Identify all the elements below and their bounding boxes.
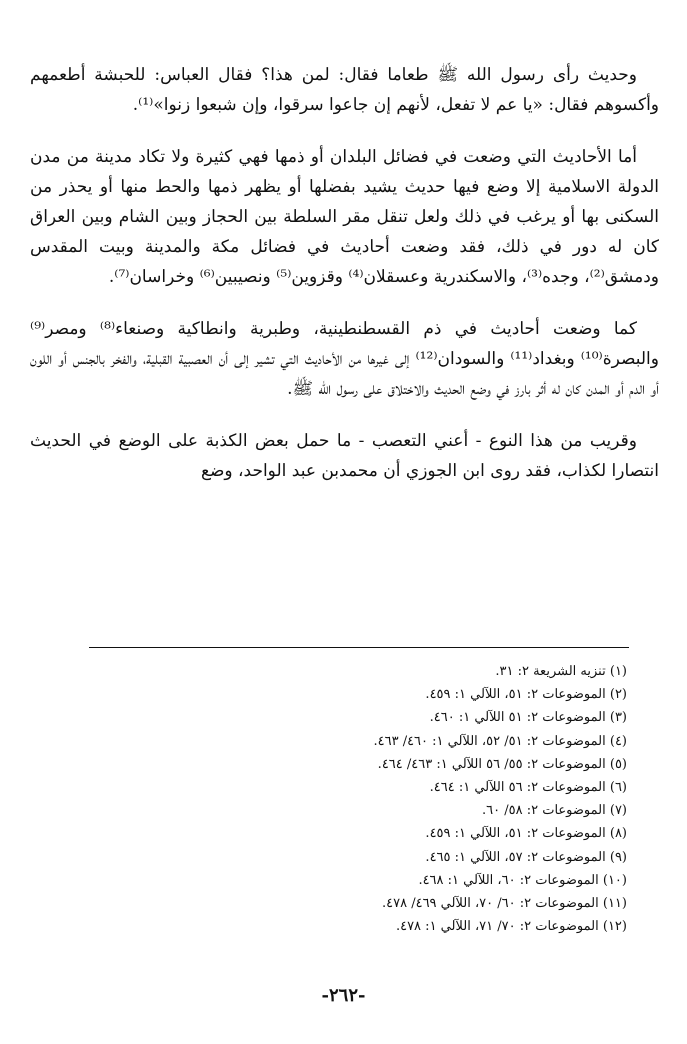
footnote-7: (٧) الموضوعات ٢: ٥٨/ ٦٠. [481,803,627,819]
paragraph-1 [30,60,659,120]
footnote-11: (١١) الموضوعات ٢: ٦٠/ ٧٠، اللآلي ٤٦٩/ ٤٧٨. [381,896,627,912]
paragraph-3-text: كما وضعت أحاديث في ذم القسطنطينية، وطبرية وانطاكية وصنعاء⁽⁸⁾ ومصر⁽⁹⁾ والبصرة⁽¹⁰⁾ وبغداد⁽¹¹⁾ والسودان⁽¹²⁾ إلى غيرها من الأحاديث التي تشير إلى أن العصبية القبلية، والفخر بالجنس أو اللون أو الدم أو المدن كان له أثر بارز في وضع الحديث والاختلاق على رسول الله ﷺ. [30,319,659,399]
main-text [30,60,659,508]
footnote-8: (٨) الموضوعات ٢: ٥١، اللآلي ١: ٤٥٩. [425,826,627,842]
paragraph-2 [30,142,659,292]
footnote-1: (١) تنزيه الشريعة ٢: ٣١. [495,664,627,679]
footnotes-list [60,660,627,938]
paragraph-1-text: وحديث رأى رسول الله ﷺ طعاما فقال: لمن هذا؟ فقال العباس: للحبشة أطعمهم وأكسوهم فقال: «يا عم لا تفعل، لأنهم إن جاعوا سرقوا، وإن شبعوا زنوا»⁽¹⁾. [30,65,659,115]
footnote-3: (٣) الموضوعات ٢: ٥١ اللآلي ١: ٤٦٠. [429,710,627,726]
footnote-2: (٢) الموضوعات ٢: ٥١، اللآلي ١: ٤٥٩. [425,687,627,703]
paragraph-3 [30,314,659,404]
paragraph-4-text: وقريب من هذا النوع - أعني التعصب - ما حمل بعض الكذبة على الوضع في الحديث انتصارا لكذاب، فقد روى ابن الجوزي أن محمدبن عبد الواحد، وضع [30,431,659,481]
paragraph-4 [30,426,659,486]
footnote-6: (٦) الموضوعات ٢: ٥٦ اللآلي ١: ٤٦٤. [429,780,627,796]
footnote-10: (١٠) الموضوعات ٢: ٦٠، اللآلي ١: ٤٦٨. [418,872,627,888]
footnote-12: (١٢) الموضوعات ٢: ٧٠/ ٧١، اللآلي ١: ٤٧٨. [395,919,627,935]
paragraph-2-text: أما الأحاديث التي وضعت في فضائل البلدان أو ذمها فهي كثيرة ولا تكاد مدينة من مدن الدولة الاسلامية إلا وضع فيها حديث يشيد بفضلها أو يظهر ذمها والحط منها أو يحذر من السكنى بها أو يرغب في ذلك ولعل تنقل مقر السلطة بين الحجاز وبين الشام وبين العراق كان له دور في ذلك، فقد وضعت أحاديث في فضائل مكة والمدينة وبيت المقدس ودمشق⁽²⁾، وجده⁽³⁾، والاسكندرية وعسقلان⁽⁴⁾ وقزوين⁽⁵⁾ ونصيبين⁽⁶⁾ وخراسان⁽⁷⁾. [30,147,659,287]
footnote-divider [89,647,629,648]
footnote-9: (٩) الموضوعات ٢: ٥٧، اللآلي ١: ٤٦٥. [425,849,627,865]
page-number: -٢٦٢- [321,985,366,1006]
footnote-5: (٥) الموضوعات ٢: ٥٥/ ٥٦ اللآلي ١: ٤٦٣/ ٤٦٤. [377,756,627,772]
footnote-4: (٤) الموضوعات ٢: ٥١/ ٥٢، اللآلي ١: ٤٦٠/ ٤٦٣. [373,733,627,749]
